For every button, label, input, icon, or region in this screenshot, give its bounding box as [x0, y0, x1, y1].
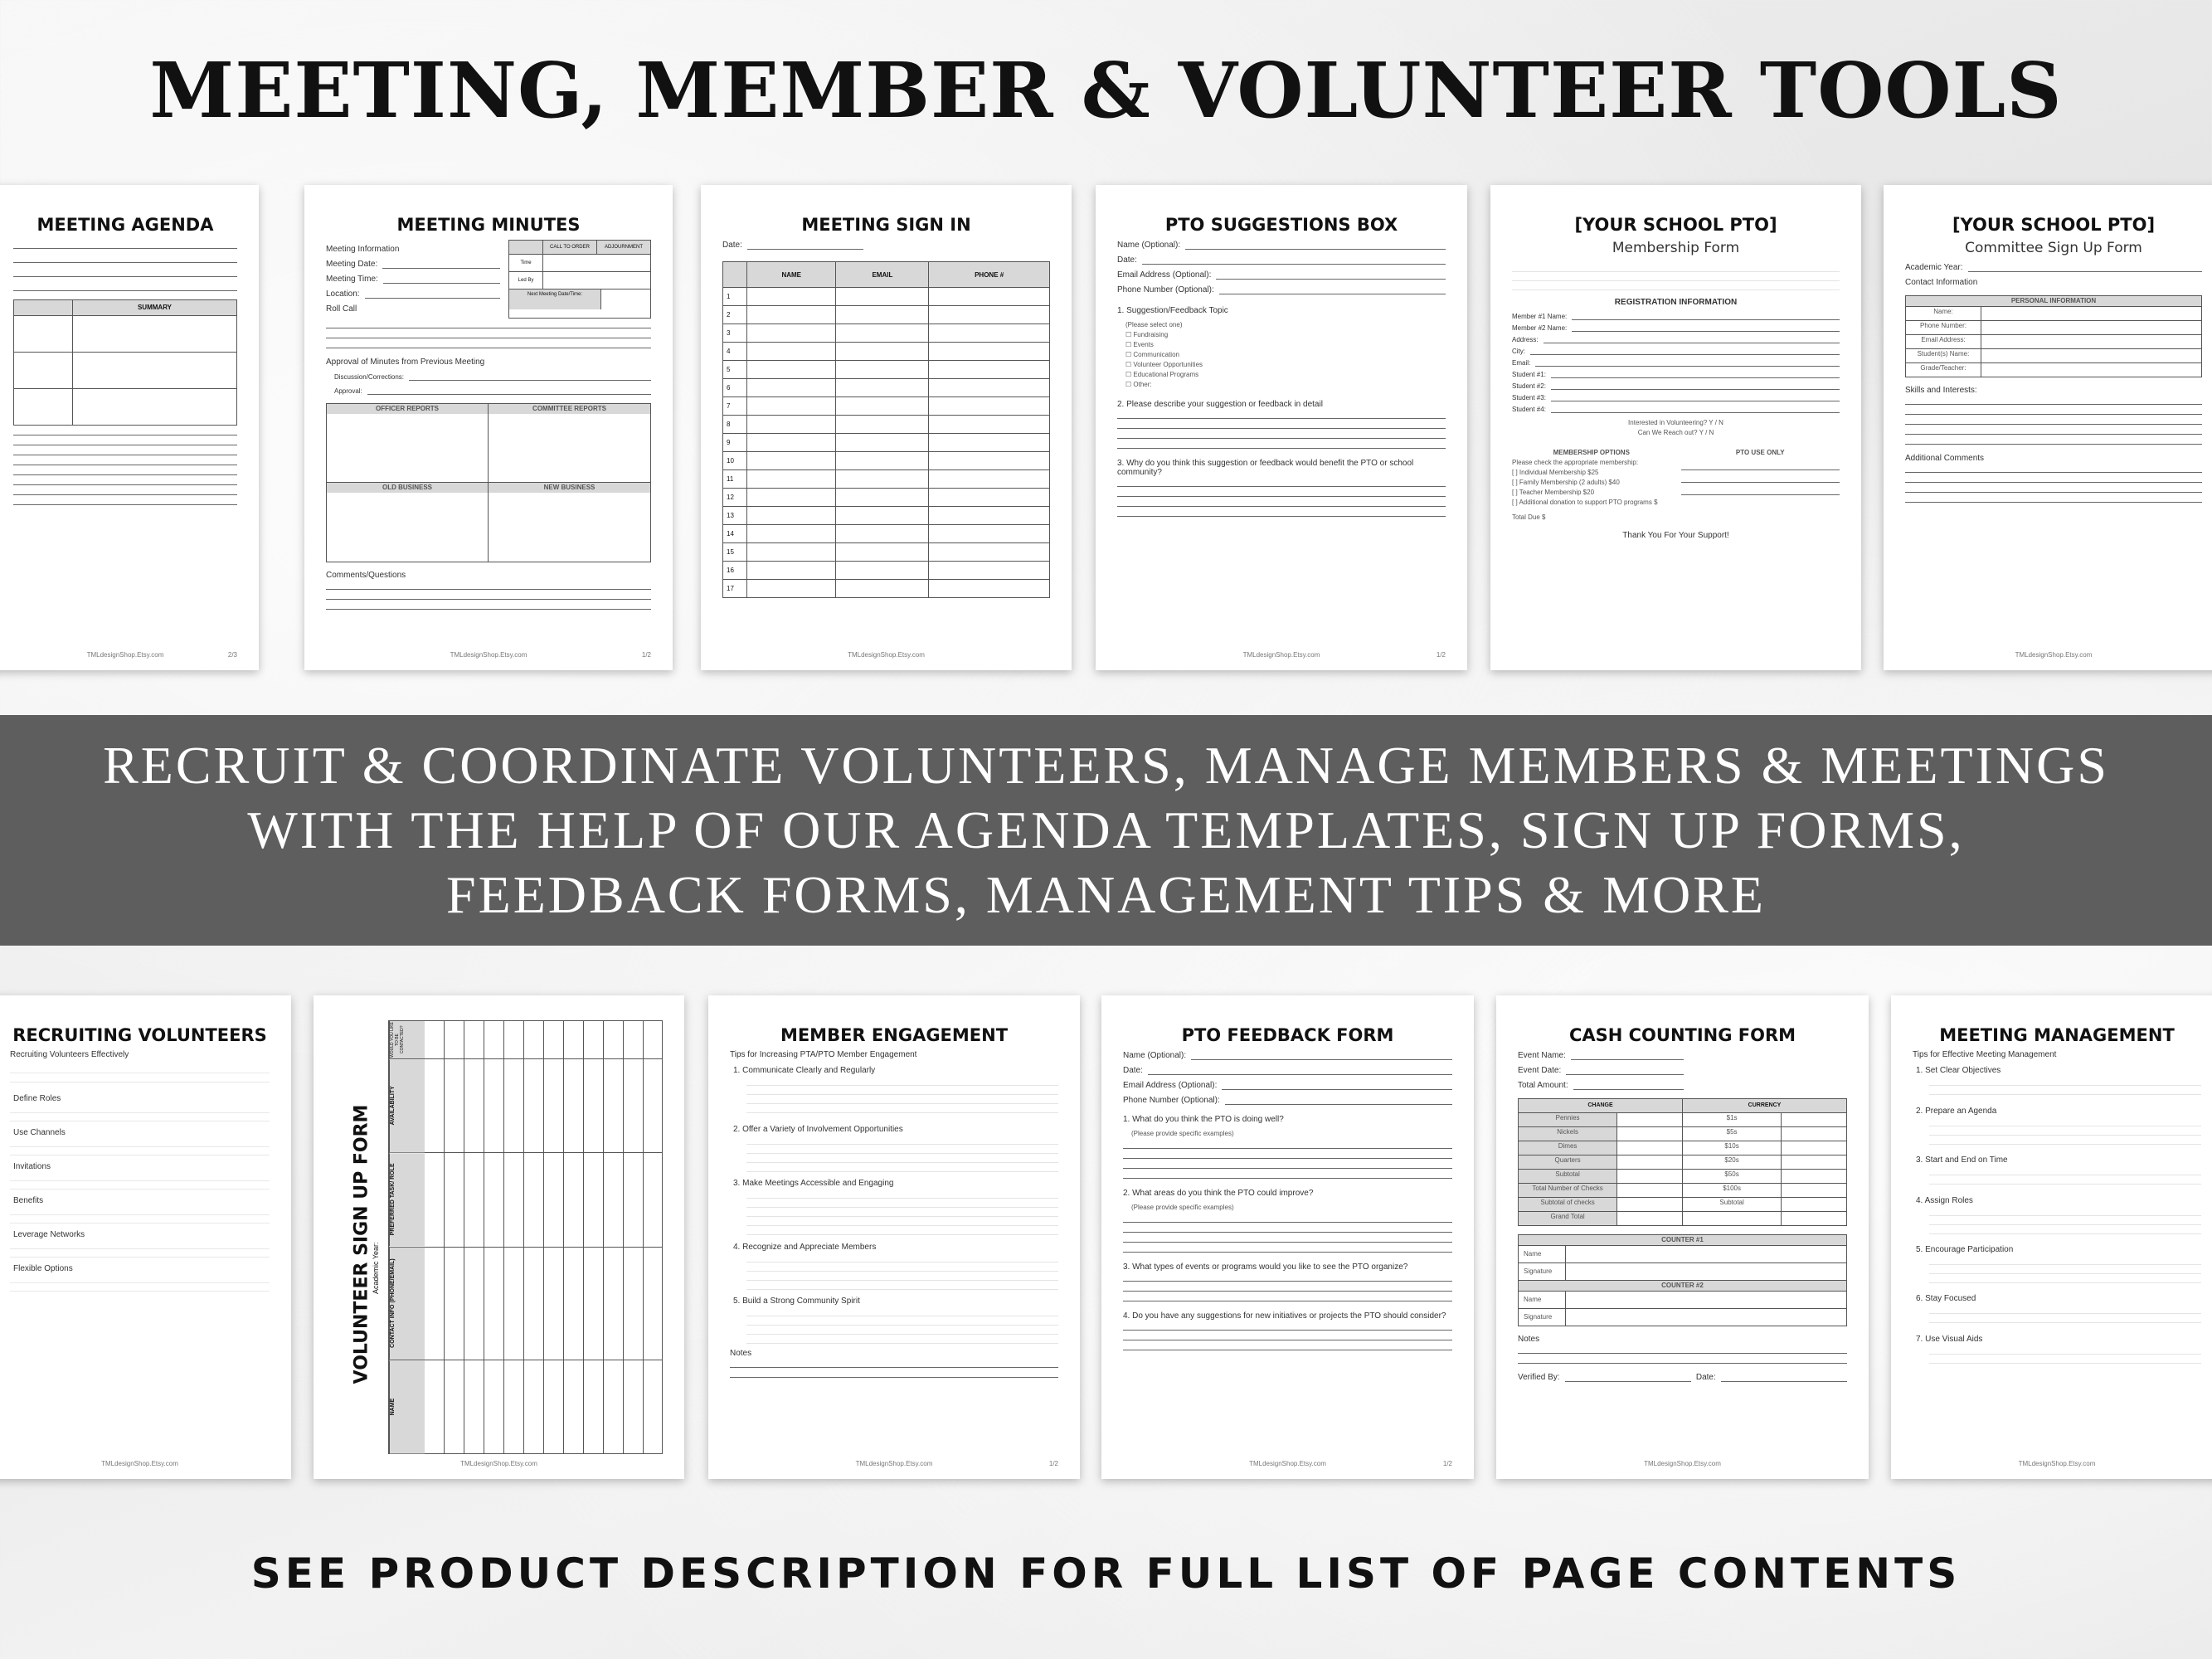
committee-sign-up-page: [YOUR SCHOOL PTO] Committee Sign Up Form Academic Year: Contact Information PERSONAL INFORMATION Name: Phone Number: Email Address: Student(s) Name: Grade/Teacher: Skills and Interests: Additional Comments TMLdesignShop.Etsy.com [1884, 185, 2212, 670]
call-to-order-table: CALL TO ORDER ADJOURNMENT Time Led By Next Meeting Date/Time: [508, 240, 651, 319]
table-row: 9 [723, 434, 1050, 452]
table-row: 1 [723, 288, 1050, 306]
registration-fields [1512, 312, 1840, 413]
table-row: Student(s) Name: [1906, 348, 2201, 362]
table-row: 13 [723, 507, 1050, 525]
meeting-agenda-page [0, 185, 259, 670]
checkbox-icon: ☐ [1125, 371, 1134, 378]
page-title: PTO SUGGESTIONS BOX [1164, 215, 1398, 235]
table-row: 14 [723, 525, 1050, 543]
membership-form-page: [YOUR SCHOOL PTO] Membership Form REGISTRATION INFORMATION Member #1 Name: Member #2 Name: Address: City: Email: Student #1: Student #2: Student #3: Student #4: Interested in Volunteering? Y / N Can We Reach out? Y / N MEMBERSHIP OPTIONS Please check the appropriate membership: [ ] Individual Membership $25 [ ] Family Membership (2 adults) $40 [ ] Teacher Membership $20 [ ] Additional donation to support PTO programs $ Total Due $ PTO USE ONLY Thank You For Your Support! [1490, 185, 1861, 670]
table-row: 6 [723, 379, 1050, 397]
form-field: City: [1512, 347, 1840, 355]
agenda-table [13, 299, 237, 426]
page-subtitle: Committee Sign Up Form [1965, 240, 2142, 256]
table-row: Name: [1906, 306, 2201, 320]
meeting-management-page: MEETING MANAGEMENT Tips for Effective Meeting Management 1. Set Clear Objectives 2. Prepare an Agenda 3. Start and End on Time 4. Assign Roles 5. Encourage Participation 6. Stay Focused 7. Use Visual Aids TMLdesignShop.Etsy.com [1891, 995, 2212, 1479]
meeting-info-label: Meeting Information [326, 245, 400, 254]
cash-counting-form-page: CASH COUNTING FORM Event Name: Event Date: Total Amount: CHANGE CURRENCY Pennies $1s Nickels $5s Dimes $10s Quarters $20s Subtotal $50s Total Number of Checks $100s Subtotal of checks Subtotal Grand Total COUNTER #1 Name Signature COUNTER #2 Name Signature Notes Verified By: Date: TMLdesignShop.Etsy.com [1496, 995, 1869, 1479]
table-row: Nickels $5s [1519, 1126, 1846, 1141]
form-field: Member #2 Name: [1512, 324, 1840, 332]
list-item: ☐ Events [1125, 341, 1154, 348]
table-row: 12 [723, 489, 1050, 507]
volunteer-grid: WOULD YOU LIKE TO BE CONTACTED? AVAILABILITY PREFERRED TASK/ ROLE CONTACT INFO (PHONE/EMAIL) NAME [388, 1020, 663, 1454]
table-row: Pennies $1s [1519, 1112, 1846, 1126]
page-title: [YOUR SCHOOL PTO] [1574, 215, 1777, 235]
banner-line-3: FEEDBACK FORMS, MANAGEMENT TIPS & MORE [446, 865, 1766, 924]
table-row: Total Number of Checks $100s [1519, 1183, 1846, 1197]
form-field: Email: [1512, 358, 1840, 367]
checkbox-icon: ☐ [1125, 381, 1134, 388]
summary-header: SUMMARY [137, 304, 173, 311]
table-row: 7 [723, 397, 1050, 416]
table-row: Dimes $10s [1519, 1141, 1846, 1155]
page-title: [YOUR SCHOOL PTO] [1952, 215, 2156, 235]
table-row: 17 [723, 580, 1050, 598]
form-field: Student #3: [1512, 393, 1840, 401]
table-row: Subtotal of checks Subtotal [1519, 1197, 1846, 1211]
table-row: 15 [723, 543, 1050, 562]
table-row: Phone Number: [1906, 320, 2201, 334]
checkbox-icon: ☐ [1125, 361, 1134, 368]
form-field: Student #2: [1512, 382, 1840, 390]
page-title: MEETING SIGN IN [801, 215, 971, 235]
page-title: MEMBER ENGAGEMENT [780, 1025, 1009, 1045]
page-title: VOLUNTEER SIGN UP FORM [351, 1104, 372, 1384]
roll-call-label: Roll Call [326, 304, 357, 314]
comments-label: Comments/Questions [326, 571, 406, 580]
cash-table: CHANGE CURRENCY Pennies $1s Nickels $5s Dimes $10s Quarters $20s Subtotal $50s Total Number of Checks $100s Subtotal of checks Subtotal Grand Total [1518, 1098, 1847, 1226]
reports-grid: OFFICER REPORTS COMMITTEE REPORTS OLD BUSINESS NEW BUSINESS [326, 403, 651, 562]
table-row: 4 [723, 343, 1050, 361]
page-title: PTO FEEDBACK FORM [1181, 1025, 1394, 1045]
meeting-sign-in-page: MEETING SIGN IN Date: NAME EMAIL PHONE # 1 2 3 4 5 6 7 8 9 10 11 12 13 14 15 16 17 TMLdesignShop.Etsy.com [701, 185, 1072, 670]
checkbox-icon: ☐ [1125, 351, 1134, 358]
page-title: CASH COUNTING FORM [1568, 1025, 1796, 1045]
pto-suggestions-box-page: PTO SUGGESTIONS BOX Name (Optional): Date: Email Address (Optional): Phone Number (Optional): 1. Suggestion/Feedback Topic (Please select one) ☐ Fundraising ☐ Events ☐ Communication ☐ Volunteer Opportunities ☐ Educational Programs ☐ Other: 2. Please describe your suggestion or feedback in detail 3. Why do you think this suggestion or feedback would benefit the PTO or school community? TMLdesignShop.Etsy.com 1/2 [1096, 185, 1467, 670]
table-row: 16 [723, 562, 1050, 580]
banner-line-2: WITH THE HELP OF OUR AGENDA TEMPLATES, SIGN UP FORMS, [247, 800, 1965, 859]
shop-credit: TMLdesignShop.Etsy.com [86, 651, 164, 659]
page-number: 2/3 [227, 651, 237, 659]
topic-options [1117, 330, 1446, 390]
page-title: MEETING AGENDA [36, 215, 214, 235]
table-row: Quarters $20s [1519, 1155, 1846, 1169]
checkbox-icon: ☐ [1125, 331, 1134, 338]
member-engagement-page: MEMBER ENGAGEMENT Tips for Increasing PTA/PTO Member Engagement 1. Communicate Clearly and Regularly 2. Offer a Variety of Involvement Opportunities 3. Make Meetings Accessible and Engaging 4. Recognize and Appreciate Members 5. Build a Strong Community Spirit Notes TMLdesignShop.Etsy.com 1/2 [708, 995, 1080, 1479]
page-title: MEETING MINUTES [396, 215, 581, 235]
table-row: 2 [723, 306, 1050, 324]
table-row: Grade/Teacher: [1906, 362, 2201, 377]
list-item: ☐ Educational Programs [1125, 371, 1199, 378]
meeting-minutes-page: MEETING MINUTES Meeting Information Meeting Date: Meeting Time: Location: Roll Call CALL TO ORDER ADJOURNMENT Time Led By Next Meeting Date/Time: Approval of Minutes from Previous Meeting Discussion/Corrections: Approval: OFFICER REPORTS COMMITTEE REPORTS OLD BUSINESS NEW BUSINESS Comments/Questions TMLdesignShop.Etsy.com 1/2 [304, 185, 673, 670]
table-row: Grand Total [1519, 1211, 1846, 1225]
table-row: 8 [723, 416, 1050, 434]
form-field: Student #1: [1512, 370, 1840, 378]
page-title: RECRUITING VOLUNTEERS [12, 1025, 267, 1045]
volunteer-sign-up-page: VOLUNTEER SIGN UP FORM Academic Year: WOULD YOU LIKE TO BE CONTACTED? AVAILABILITY PREFERRED TASK/ ROLE CONTACT INFO (PHONE/EMAIL) NAME TMLdesignShop.Etsy.com [314, 995, 684, 1479]
footer-note: SEE PRODUCT DESCRIPTION FOR FULL LIST OF PAGE CONTENTS [250, 1550, 1962, 1598]
form-field: Student #4: [1512, 405, 1840, 413]
table-row: 5 [723, 361, 1050, 379]
recruiting-volunteers-page: RECRUITING VOLUNTEERS Recruiting Volunteers Effectively Define Roles Use Channels Invitations Benefits Leverage Networks Flexible Options TMLdesignShop.Etsy.com [0, 995, 291, 1479]
table-row: Email Address: [1906, 334, 2201, 348]
table-row: 3 [723, 324, 1050, 343]
description-banner [0, 715, 2212, 946]
list-item: ☐ Other: [1125, 381, 1152, 388]
form-field: Member #1 Name: [1512, 312, 1840, 320]
pto-feedback-form-page: PTO FEEDBACK FORM Name (Optional): Date: Email Address (Optional): Phone Number (Optional): 1. What do you think the PTO is doing well? (Please provide specific examples) 2. What areas do you think the PTO could improve? (Please provide specific examples) 3. What types of events or programs would you like to see the PTO organize? 4. Do you have any suggestions for new initiatives or projects the PTO should consider? TMLdesignShop.Etsy.com 1/2 [1101, 995, 1474, 1479]
list-item: ☐ Fundraising [1125, 331, 1169, 338]
list-item: ☐ Volunteer Opportunities [1125, 361, 1203, 368]
sign-in-table: NAME EMAIL PHONE # 1 2 3 4 5 6 7 8 9 10 11 12 13 14 15 16 17 [722, 261, 1050, 598]
list-item: ☐ Communication [1125, 351, 1179, 358]
checkbox-icon: ☐ [1125, 341, 1134, 348]
page-title: MEETING MANAGEMENT [1939, 1025, 2175, 1045]
form-field: Address: [1512, 335, 1840, 343]
table-row: 11 [723, 470, 1050, 489]
page-subtitle: Membership Form [1612, 240, 1740, 256]
approval-label: Approval of Minutes from Previous Meeting [326, 358, 485, 367]
table-row: Subtotal $50s [1519, 1169, 1846, 1183]
banner-line-1: RECRUIT & COORDINATE VOLUNTEERS, MANAGE MEMBERS & MEETINGS [103, 736, 2109, 795]
headline: MEETING, MEMBER & VOLUNTEER TOOLS [149, 46, 2063, 135]
table-row: 10 [723, 452, 1050, 470]
